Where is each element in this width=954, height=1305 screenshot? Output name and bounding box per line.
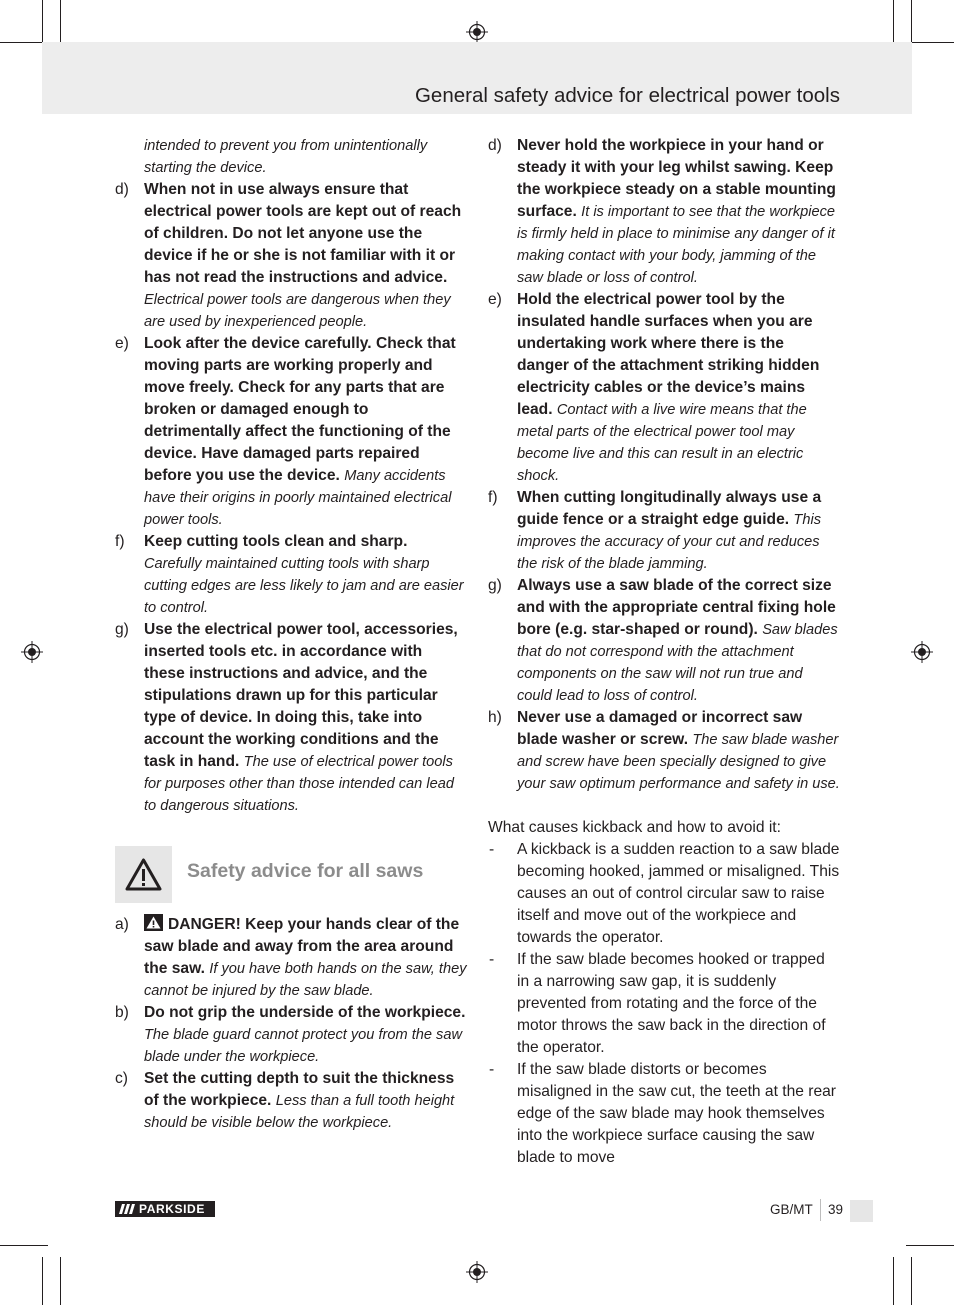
item-letter: e) bbox=[115, 335, 129, 352]
list-item bbox=[115, 914, 467, 1002]
continued-text: intended to prevent you from unintentionally starting the device. bbox=[144, 138, 428, 176]
item-bold-text: Look after the device carefully. Check that moving parts are working properly and move freely. Check for any parts that are broken or damaged enough to detrimentally affect the functioning of the device. Have damaged parts repaired before you use the device. bbox=[144, 335, 456, 484]
registration-mark-icon bbox=[21, 641, 43, 663]
section-heading bbox=[115, 846, 467, 904]
crop-mark bbox=[893, 0, 894, 48]
crop-mark bbox=[42, 1257, 43, 1305]
registration-mark-icon bbox=[466, 21, 488, 43]
item-letter: d) bbox=[115, 181, 129, 198]
bullet-dash: - bbox=[489, 951, 495, 968]
item-italic-text: It is important to see that the workpiece is firmly held in place to minimise any danger of it making contact with your body, jamming of the saw blade or loss of control. bbox=[517, 204, 836, 286]
crop-mark bbox=[911, 0, 912, 48]
item-letter: g) bbox=[488, 577, 502, 594]
item-italic-text: Contact with a live wire means that the metal parts of the electrical power tool may become live and this can result in an electric shock. bbox=[517, 402, 807, 484]
crop-mark bbox=[0, 42, 48, 43]
warning-triangle-icon bbox=[115, 846, 172, 903]
page-header-title: General safety advice for electrical power tools bbox=[414, 84, 840, 107]
item-italic-text: Many accidents have their origins in poorly maintained electrical power tools. bbox=[144, 468, 452, 528]
list-item bbox=[115, 1002, 467, 1068]
warning-box bbox=[115, 846, 172, 903]
bullet-text: If the saw blade distorts or becomes misaligned in the saw cut, the teeth at the rear edge of the saw blade may hook themselves into the workpiece surface causing the saw blade to move bbox=[517, 1061, 836, 1166]
bullet-dash: - bbox=[489, 1061, 495, 1078]
item-letter: e) bbox=[488, 291, 502, 308]
item-bold-text: Hold the electrical power tool by the insulated handle surfaces when you are undertaking work where there is the danger of the attachment striking hidden electricity cables or the device’s mains lead. bbox=[517, 291, 820, 418]
bullet-text: If the saw blade becomes hooked or trapped in a narrowing saw gap, it is suddenly prevented from rotating and the force of the motor throws the saw back in the direction of the operator. bbox=[517, 951, 826, 1056]
language-code: GB/MT bbox=[770, 1202, 813, 1217]
list-item bbox=[488, 487, 840, 575]
list-item bbox=[488, 575, 840, 707]
list-item bbox=[115, 619, 467, 817]
left-column bbox=[115, 135, 467, 1134]
item-bold-text: Never use a damaged or incorrect saw blade washer or screw. bbox=[517, 709, 803, 748]
item-italic-text: Saw blades that do not correspond with the attachment components on the saw will not run true and could lead to loss of control. bbox=[517, 622, 838, 704]
brand-logo bbox=[115, 1201, 215, 1217]
item-letter: g) bbox=[115, 621, 129, 638]
crop-mark bbox=[0, 1245, 48, 1246]
list-item bbox=[115, 333, 467, 531]
bullet-item bbox=[488, 949, 840, 1059]
bullet-dash: - bbox=[489, 841, 495, 858]
item-bold-text: Set the cutting depth to suit the thickness of the workpiece. bbox=[144, 1070, 455, 1109]
item-bold-text: Never hold the workpiece in your hand or steady it with your leg whilst sawing. Keep the workpiece steady on a stable mounting surface. bbox=[517, 137, 836, 220]
item-bold-text: Do not grip the underside of the workpiece. bbox=[144, 1004, 466, 1021]
item-letter: a) bbox=[115, 916, 129, 933]
footer-tab bbox=[850, 1200, 873, 1222]
registration-mark-icon bbox=[911, 641, 933, 663]
item-letter: f) bbox=[488, 489, 498, 506]
item-italic-text: Less than a full tooth height should be visible below the workpiece. bbox=[144, 1093, 455, 1131]
bullet-text: A kickback is a sudden reaction to a saw blade becoming hooked, jammed or misaligned. This causes an out of control circular saw to raise itself and move out of the workpiece and towards the operator. bbox=[517, 841, 840, 946]
item-bold-text: Use the electrical power tool, accessories, inserted tools etc. in accordance with these instructions and advice, and the stipulations drawn up for this particular type of device. In doing this, take into account the working conditions and the task in hand. bbox=[144, 621, 458, 770]
item-italic-text: The blade guard cannot protect you from the saw blade under the workpiece. bbox=[144, 1027, 463, 1065]
list-item bbox=[115, 531, 467, 619]
item-italic-text: The saw blade washer and screw have been specially designed to give your saw optimum performance and safety in use. bbox=[517, 732, 840, 792]
item-bold-text: Keep cutting tools clean and sharp. bbox=[144, 533, 408, 550]
item-italic-text: This improves the accuracy of your cut and reduces the risk of the blade jamming. bbox=[517, 512, 821, 572]
logo-stripes-icon bbox=[119, 1204, 137, 1214]
crop-mark bbox=[906, 1245, 954, 1246]
danger-warning-icon bbox=[144, 914, 163, 931]
item-italic-text: Carefully maintained cutting tools with sharp cutting edges are less likely to jam and are easier to control. bbox=[144, 556, 464, 616]
kickback-intro: What causes kickback and how to avoid it: bbox=[488, 819, 781, 836]
item-italic-text: The use of electrical power tools for purposes other than those intended can lead to dangerous situations. bbox=[144, 754, 454, 814]
item-bold-text: When cutting longitudinally always use a guide fence or a straight edge guide. bbox=[517, 489, 822, 528]
crop-mark bbox=[906, 42, 954, 43]
right-column bbox=[488, 135, 840, 1169]
crop-mark bbox=[60, 1257, 61, 1305]
bullet-item bbox=[488, 839, 840, 949]
item-bold-text: When not in use always ensure that electrical power tools are kept out of reach of children. Do not let anyone use the device if he or she is not familiar with it or has not read the instructions and advice. bbox=[144, 181, 462, 286]
list-item bbox=[115, 179, 467, 333]
crop-mark bbox=[60, 0, 61, 48]
crop-mark bbox=[911, 1257, 912, 1305]
item-letter: f) bbox=[115, 533, 125, 550]
brand-name: PARKSIDE bbox=[139, 1202, 205, 1216]
item-italic-text: Electrical power tools are dangerous when they are used by inexperienced people. bbox=[144, 292, 451, 330]
crop-mark bbox=[42, 0, 43, 48]
registration-mark-icon bbox=[466, 1261, 488, 1283]
item-bold-text: Always use a saw blade of the correct size and with the appropriate central fixing hole bore (e.g. star-shaped or round). bbox=[517, 577, 836, 638]
crop-mark bbox=[893, 1257, 894, 1305]
item-letter: c) bbox=[115, 1070, 128, 1087]
item-letter: d) bbox=[488, 137, 502, 154]
page-number: 39 bbox=[828, 1202, 844, 1217]
item-bold-text: DANGER! Keep your hands clear of the saw blade and away from the area around the saw. bbox=[144, 916, 460, 977]
item-letter: h) bbox=[488, 709, 502, 726]
list-item bbox=[488, 707, 840, 795]
list-item bbox=[488, 289, 840, 487]
item-italic-text: If you have both hands on the saw, they cannot be injured by the saw blade. bbox=[144, 961, 467, 999]
footer-divider bbox=[820, 1199, 821, 1221]
item-letter: b) bbox=[115, 1004, 129, 1021]
bullet-item bbox=[488, 1059, 840, 1169]
list-item bbox=[115, 1068, 467, 1134]
section-title: Safety advice for all saws bbox=[187, 860, 424, 882]
list-item bbox=[488, 135, 840, 289]
